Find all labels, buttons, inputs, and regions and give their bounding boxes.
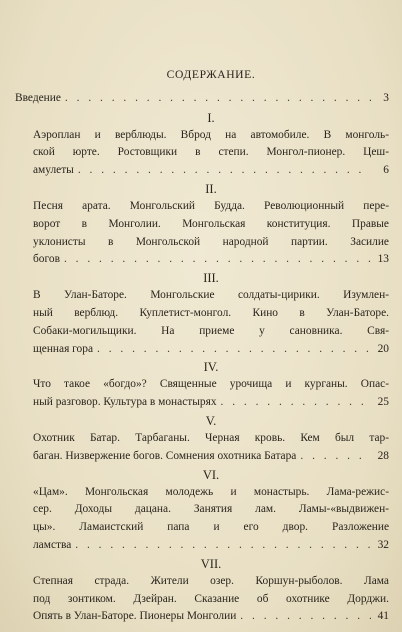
chapter-numeral: II. — [205, 181, 217, 196]
leader-dots — [221, 394, 371, 412]
toc-entry-last-line — [33, 162, 389, 180]
chapter-numeral: V. — [205, 413, 217, 428]
toc-entry-intro[interactable] — [15, 90, 389, 108]
toc-entry-line: Собаки-могильщики. На приеме у сановника. Свя- — [33, 324, 389, 337]
toc-entry-line: Что такое «богдо»? Священные урочища и курганы. Опас- — [33, 378, 389, 391]
toc-page-number: 3 — [383, 91, 389, 104]
page-title: СОДЕРЖАНИЕ. — [166, 68, 256, 81]
leader-dots — [64, 251, 371, 269]
toc-entry-line: щенная гора — [33, 342, 93, 355]
toc-entry-line: ный разговор. Культура в монастырях — [33, 396, 217, 409]
toc-entry[interactable] — [33, 430, 389, 466]
toc-entry-line: «Цам». Монгольская молодежь и монастырь. Лама-режис- — [33, 485, 389, 498]
chapter-numeral: III. — [203, 271, 219, 286]
chapter-numeral: VII. — [200, 556, 222, 571]
toc-page-number: 32 — [377, 538, 389, 551]
toc-entry-line: баган. Низвержение богов. Сомнения охотника Батара — [33, 449, 297, 462]
toc-entry-last-line — [33, 448, 389, 466]
toc-entry-last-line — [33, 394, 389, 412]
toc-page-number: 41 — [377, 610, 389, 623]
toc-entry-line: ламства — [33, 538, 72, 551]
chapter-numeral: IV. — [203, 360, 219, 375]
toc-entry-line: Опять в Улан-Баторе. Пионеры Монголии — [33, 610, 237, 623]
leader-dots — [78, 162, 371, 180]
toc-entry-line: Охотник Батар. Тарбаганы. Черная кровь. Кем был тар- — [33, 431, 389, 444]
toc-entry-last-line — [33, 608, 389, 626]
leader-dots — [65, 90, 371, 108]
toc-entry[interactable] — [33, 127, 389, 180]
toc-page-number: 13 — [377, 253, 389, 266]
toc-entry-line: ской юрте. Ростовщики в степи. Монгол-пионер. Цеш- — [33, 146, 389, 159]
toc-entry[interactable] — [33, 376, 389, 412]
toc-entry[interactable] — [33, 287, 389, 358]
toc-entry-line: богов — [33, 253, 60, 266]
leader-dots — [97, 341, 371, 359]
toc-entry-line: уклонисты в Монгольской народной партии. Засилие — [33, 235, 389, 248]
toc-entry-last-line — [33, 251, 389, 269]
toc-entry-line: ворот в Монголии. Монгольская конституция. Правые — [33, 217, 389, 230]
leader-dots — [300, 448, 371, 466]
toc-entry-line: амулеты — [33, 164, 74, 177]
toc-entry-line: Степная страда. Жители озер. Коршун-рыболов. Лама — [33, 574, 389, 587]
toc-entry-line: ный верблюд. Куплетист-монгол. Кино в Улан-Баторе. — [33, 306, 389, 319]
leader-dots — [75, 537, 371, 555]
toc-entry-line: сер. Доходы дацана. Занятия лам. Ламы-«выдвижен- — [33, 503, 389, 516]
toc-entry[interactable] — [33, 484, 389, 555]
toc-entry-label: Введение — [15, 91, 61, 104]
toc-page-number: 6 — [383, 164, 389, 177]
toc-entry-line: цы». Ламаистский папа и его двор. Разложение — [33, 521, 389, 534]
toc-page-number: 28 — [377, 449, 389, 462]
table-of-contents — [15, 66, 389, 626]
toc-entry-last-line — [33, 537, 389, 555]
toc-entry-line: под зонтиком. Дзейран. Сказание об охотнике Дорджи. — [33, 592, 389, 605]
toc-entry[interactable] — [33, 198, 389, 269]
ink-stain — [70, 586, 270, 606]
toc-entry-line: Аэроплан и верблюды. Вброд на автомобиле. В монголь- — [33, 128, 389, 141]
toc-page-number: 25 — [377, 396, 389, 409]
chapter-numeral: VI. — [202, 467, 220, 482]
chapter-list — [33, 110, 389, 627]
toc-entry-line: Песня арата. Монгольский Будда. Революционный пере- — [33, 199, 389, 212]
toc-page-number: 20 — [377, 342, 389, 355]
chapter-numeral: I. — [207, 110, 215, 125]
leader-dots — [240, 608, 371, 626]
toc-entry-line: В Улан-Баторе. Монгольские солдаты-цирики. Изумлен- — [33, 289, 389, 302]
toc-entry-last-line — [33, 341, 389, 359]
